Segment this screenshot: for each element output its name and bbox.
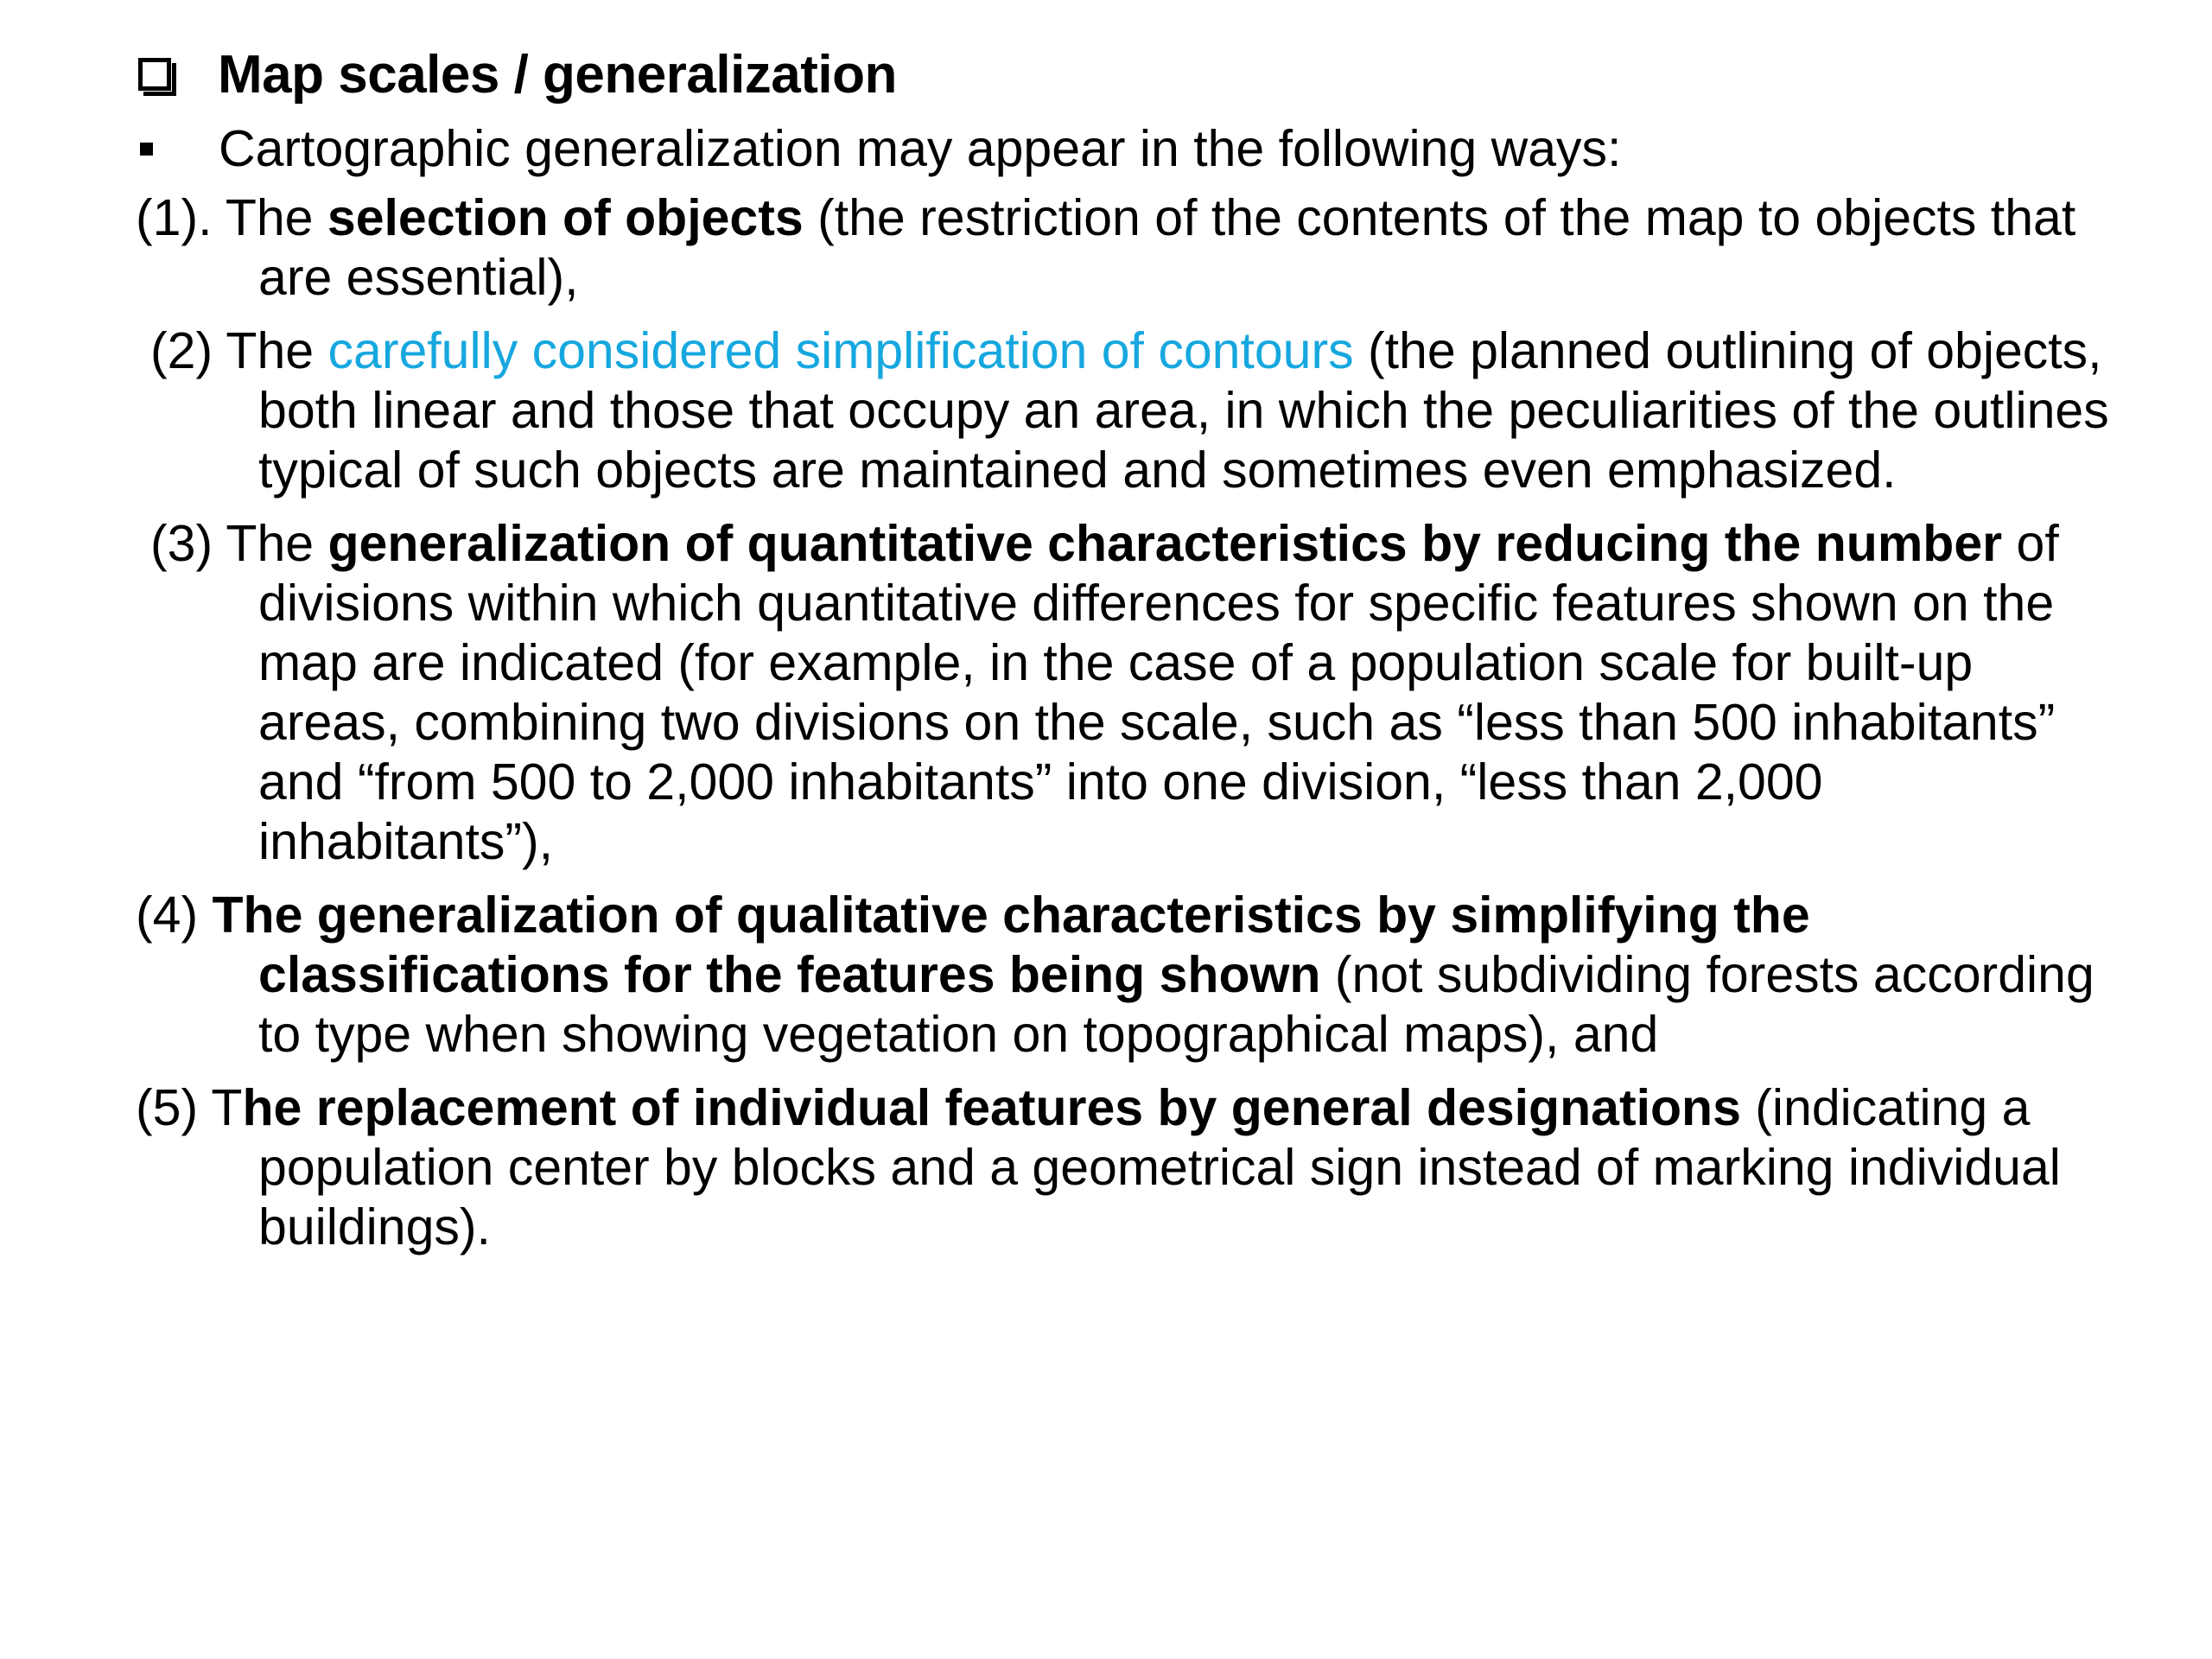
checkbox-icon — [138, 58, 171, 91]
item-number: (2) The — [150, 322, 328, 379]
item-emphasis: The generalization of qualitative characteristics by simplifying the classifications for the features being shown — [212, 887, 1810, 1003]
item-emphasis: carefully considered simplification of contours — [327, 322, 1354, 379]
item-text: (not subdividing forests according to type when showing vegetation on topographical maps), and — [258, 946, 2094, 1063]
item-number: (3) The — [150, 515, 328, 572]
item-number: (5) T — [136, 1079, 243, 1136]
heading-text: Map scales / generalization — [218, 44, 897, 105]
item-emphasis: selection of objects — [327, 189, 804, 246]
item-emphasis: generalization of quantitative characteristics by reducing the number — [327, 515, 2003, 572]
item-text: (indicating a population center by blocks and a geometrical sign instead of marking individual buildings). — [258, 1079, 2061, 1255]
slide-heading — [138, 40, 897, 109]
item-text: (the planned outlining of objects, both linear and those that occupy an area, in which the peculiarities of the outlines typical of such objects are maintained and sometimes even emphasized. — [258, 322, 2109, 499]
list-item-5 — [136, 1078, 2123, 1257]
item-text: of divisions within which quantitative differences for specific features shown on the map are indicated (for example, in the case of a population scale for built-up areas, combining two divisions on the scale, such as “less than 500 inhabitants” and “from 500 to 2,000 inhabitants” into one division, “less than 2,000 inhabitants”), — [258, 515, 2059, 870]
generalization-list — [136, 188, 2123, 1271]
item-emphasis: he replacement of individual features by general designations — [242, 1079, 1741, 1136]
item-number: (1). The — [136, 189, 327, 246]
list-item-1 — [136, 188, 2123, 308]
bullet-point — [138, 114, 1621, 183]
item-number: (4) — [136, 887, 213, 944]
list-item-4 — [136, 886, 2123, 1065]
item-text: (the restriction of the contents of the map to objects that are essential), — [258, 189, 2076, 306]
list-item-3 — [150, 514, 2123, 872]
bullet-text: Cartographic generalization may appear in the following ways: — [219, 120, 1622, 177]
list-item-2 — [150, 321, 2123, 500]
square-bullet-icon — [140, 143, 153, 156]
